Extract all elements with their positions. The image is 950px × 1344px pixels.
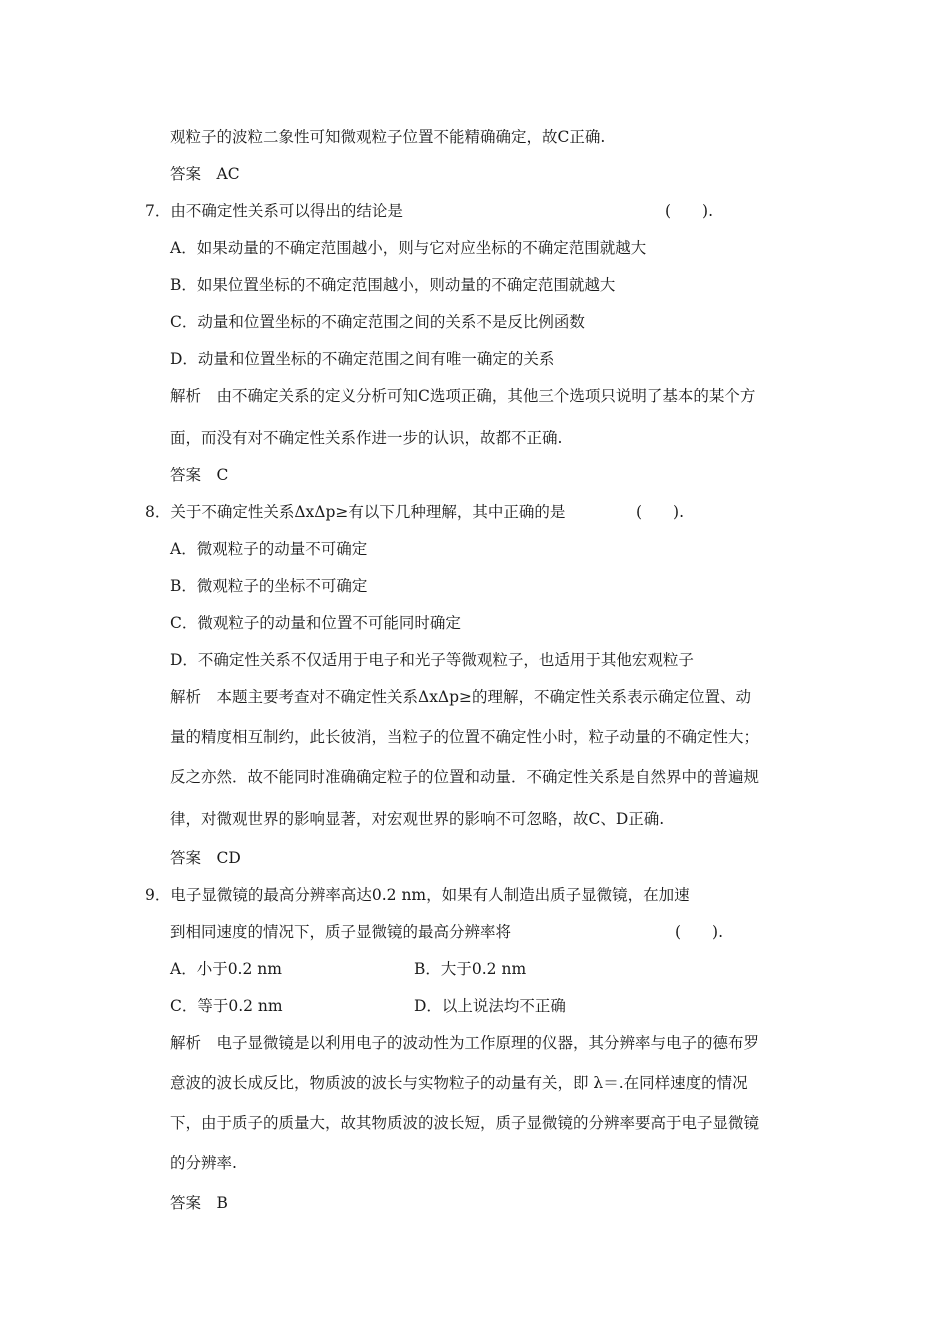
q8-explanation-line: 解析 本题主要考查对不确定性关系ΔxΔp≥的理解，不确定性关系表示确定位置、动 — [170, 688, 752, 706]
q7-explanation-line: 解析 由不确定关系的定义分析可知C选项正确，其他三个选项只说明了基本的某个方 — [170, 387, 756, 405]
q7-option-d: D．动量和位置坐标的不确定范围之间有唯一确定的关系 — [170, 350, 555, 368]
q9-stem: 9．电子显微镜的最高分辨率高达0.2 nm，如果有人制造出质子显微镜，在加速 — [145, 886, 690, 904]
q8-stem: 8．关于不确定性关系ΔxΔp≥有以下几种理解，其中正确的是 — [145, 503, 566, 521]
q8-option-d: D．不确定性关系不仅适用于电子和光子等微观粒子，也适用于其他宏观粒子 — [170, 651, 694, 669]
q8-explanation-line: 反之亦然．故不能同时准确确定粒子的位置和动量．不确定性关系是自然界中的普遍规 — [170, 768, 760, 786]
q9-option-b: B．大于0.2 nm — [414, 960, 527, 978]
q8-answer-blank: ( ). — [636, 503, 685, 521]
q8-explanation-line: 律，对微观世界的影响显著，对宏观世界的影响不可忽略，故C、D正确. — [170, 810, 665, 828]
q7-option-b: B．如果位置坐标的不确定范围越小，则动量的不确定范围就越大 — [170, 276, 616, 294]
q7-explanation-line: 面，而没有对不确定性关系作进一步的认识，故都不正确. — [170, 429, 563, 447]
q8-option-c: C．微观粒子的动量和位置不可能同时确定 — [170, 614, 461, 632]
q8-option-a: A．微观粒子的动量不可确定 — [170, 540, 368, 558]
q9-option-c: C．等于0.2 nm — [170, 997, 283, 1015]
q7-stem: 7．由不确定性关系可以得出的结论是 — [145, 202, 403, 220]
q9-answer: 答案 B — [170, 1194, 228, 1212]
q9-explanation-line: 意波的波长成反比，物质波的波长与实物粒子的动量有关，即 λ＝.在同样速度的情况 — [170, 1074, 748, 1092]
q6-answer: 答案 AC — [170, 165, 240, 183]
q7-answer: 答案 C — [170, 466, 229, 484]
q9-option-d: D．以上说法均不正确 — [414, 997, 566, 1015]
q7-option-a: A．如果动量的不确定范围越小，则与它对应坐标的不确定范围就越大 — [170, 239, 647, 257]
q9-explanation-line: 的分辨率. — [170, 1154, 237, 1172]
q9-explanation-line: 下，由于质子的质量大，故其物质波的波长短，质子显微镜的分辨率要高于电子显微镜 — [170, 1114, 760, 1132]
q7-option-c: C．动量和位置坐标的不确定范围之间的关系不是反比例函数 — [170, 313, 585, 331]
q8-option-b: B．微观粒子的坐标不可确定 — [170, 577, 368, 595]
q9-answer-blank: ( ). — [675, 923, 724, 941]
q8-explanation-line: 量的精度相互制约，此长彼消，当粒子的位置不确定性小时，粒子动量的不确定性大； — [170, 728, 760, 746]
q9-explanation-line: 解析 电子显微镜是以利用电子的波动性为工作原理的仪器，其分辨率与电子的德布罗 — [170, 1034, 760, 1052]
q7-answer-blank: ( ). — [665, 202, 714, 220]
q8-answer: 答案 CD — [170, 849, 241, 867]
q9-stem-continued: 到相同速度的情况下，质子显微镜的最高分辨率将 — [170, 923, 512, 941]
q9-option-a: A．小于0.2 nm — [170, 960, 282, 978]
q6-explanation-tail: 观粒子的波粒二象性可知微观粒子位置不能精确确定，故C正确. — [170, 128, 606, 146]
